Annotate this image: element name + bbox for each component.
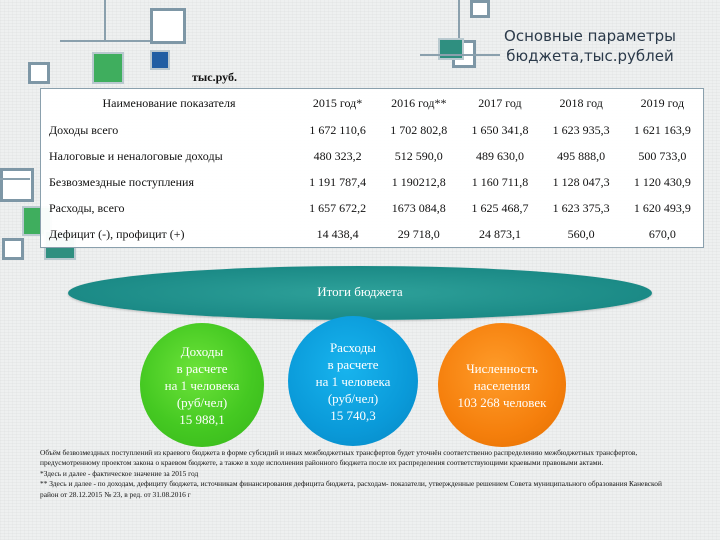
units-caption: тыс.руб. xyxy=(192,70,237,84)
table-cell: 1 191 787,4 xyxy=(309,174,367,189)
row-label: Расходы, всего xyxy=(49,200,125,215)
summary-label: Итоги бюджета xyxy=(317,284,403,299)
row-label: Доходы всего xyxy=(49,122,119,137)
column-header: Наименование показателя xyxy=(102,95,236,110)
table-cell: 24 873,1 xyxy=(478,226,521,241)
expense-value: 15 740,3 xyxy=(330,407,376,423)
income-line: (руб/чел) xyxy=(176,394,228,410)
population-line: Численность xyxy=(466,360,538,376)
table-cell: 1 657 672,2 xyxy=(309,200,367,215)
expense-line: в расчете xyxy=(327,356,379,372)
row-label: Дефицит (-), профицит (+) xyxy=(49,226,185,241)
params-table xyxy=(41,89,703,247)
summary-ellipse xyxy=(68,266,652,320)
table-cell: 1 623 935,3 xyxy=(552,122,610,137)
decor-line xyxy=(104,0,106,40)
column-header: 2019 год xyxy=(640,95,685,110)
table-cell: 1 621 163,9 xyxy=(633,122,691,137)
table-cell: 1 625 468,7 xyxy=(471,200,529,215)
decor-square xyxy=(438,38,464,60)
footnote-text: Объём безвозмездных поступлений из краевого бюджета в форме субсидий и иных межбюджетных трансфертов будет уточнён соответственно распределению межбюджетных трансфертов, предусмотренному проектом закона о краевом бюджете, а также в ходе исполнения районного бюджета после их распределения соответствующими краевыми правовыми актами. xyxy=(40,448,638,468)
decor-square xyxy=(28,62,50,84)
table-row xyxy=(41,221,703,247)
row-label: Безвозмездные поступления xyxy=(49,174,194,189)
table-cell: 480 323,2 xyxy=(313,148,362,163)
column-header: 2016 год** xyxy=(391,95,447,110)
table-header-row xyxy=(41,89,703,117)
row-label: Налоговые и неналоговые доходы xyxy=(49,148,223,163)
decor-square xyxy=(92,52,124,84)
income-line: Доходы xyxy=(180,343,224,359)
decor-line xyxy=(0,178,30,180)
table-cell: 1 650 341,8 xyxy=(471,122,529,137)
expense-per-capita-text xyxy=(316,339,391,424)
footnotes xyxy=(40,448,680,500)
table-row xyxy=(41,117,703,143)
page-title xyxy=(480,26,700,66)
income-per-capita-circle xyxy=(140,323,264,447)
decor-square xyxy=(2,238,24,260)
column-header: 2017 год xyxy=(478,95,522,110)
table-row xyxy=(41,195,703,221)
footnote-text: *Здесь и далее - фактическое значение за 2015 год xyxy=(40,468,199,478)
table-cell: 670,0 xyxy=(648,226,676,241)
table-cell: 1 620 493,9 xyxy=(633,200,691,215)
page-title-line-1: Основные параметры xyxy=(504,27,676,45)
table-cell: 1673 084,8 xyxy=(391,200,446,215)
table-row xyxy=(41,169,703,195)
table-cell: 1 190212,8 xyxy=(391,174,446,189)
decor-square xyxy=(150,8,186,44)
footnote-text: ** Здесь и далее - по доходам, дефициту бюджета, источникам финансирования дефицита бюджета, расходам- показатели, утвержденные решением Совета муниципального образования Каневской район от 28.12.2015 № 23, в ред. от 31.08.2016 г xyxy=(40,479,662,499)
table-cell: 500 733,0 xyxy=(638,148,687,163)
table-cell: 29 718,0 xyxy=(397,226,440,241)
decor-square xyxy=(470,0,490,18)
table-row xyxy=(41,143,703,169)
table-cell: 1 160 711,8 xyxy=(471,174,529,189)
table-cell: 14 438,4 xyxy=(316,226,359,241)
population-value: 103 268 человек xyxy=(457,394,547,410)
table-cell: 1 702 802,8 xyxy=(390,122,448,137)
table-cell: 1 120 430,9 xyxy=(633,174,691,189)
table-cell: 560,0 xyxy=(567,226,595,241)
column-header: 2018 год xyxy=(559,95,603,110)
population-circle xyxy=(438,323,566,447)
population-text xyxy=(458,360,547,411)
income-value: 15 988,1 xyxy=(179,411,225,427)
table-cell: 1 128 047,3 xyxy=(552,174,610,189)
decor-square xyxy=(150,50,170,70)
table-cell: 495 888,0 xyxy=(557,148,606,163)
table-cell: 512 590,0 xyxy=(394,148,443,163)
column-header: 2015 год* xyxy=(312,95,363,110)
population-line: населения xyxy=(473,377,531,393)
income-per-capita-text xyxy=(165,343,240,428)
income-line: в расчете xyxy=(176,360,228,376)
table-cell: 489 630,0 xyxy=(475,148,524,163)
table-cell: 1 623 375,3 xyxy=(552,200,610,215)
budget-params-table xyxy=(40,88,704,248)
page-title-line-2: бюджета,тыс.рублей xyxy=(506,47,674,65)
table-cell: 1 672 110,6 xyxy=(309,122,366,137)
expense-line: на 1 человека xyxy=(315,373,391,389)
expense-line: (руб/чел) xyxy=(327,390,379,406)
expense-line: Расходы xyxy=(329,339,377,355)
income-line: на 1 человека xyxy=(164,377,240,393)
expense-per-capita-circle xyxy=(288,316,418,446)
decor-square xyxy=(0,168,34,202)
